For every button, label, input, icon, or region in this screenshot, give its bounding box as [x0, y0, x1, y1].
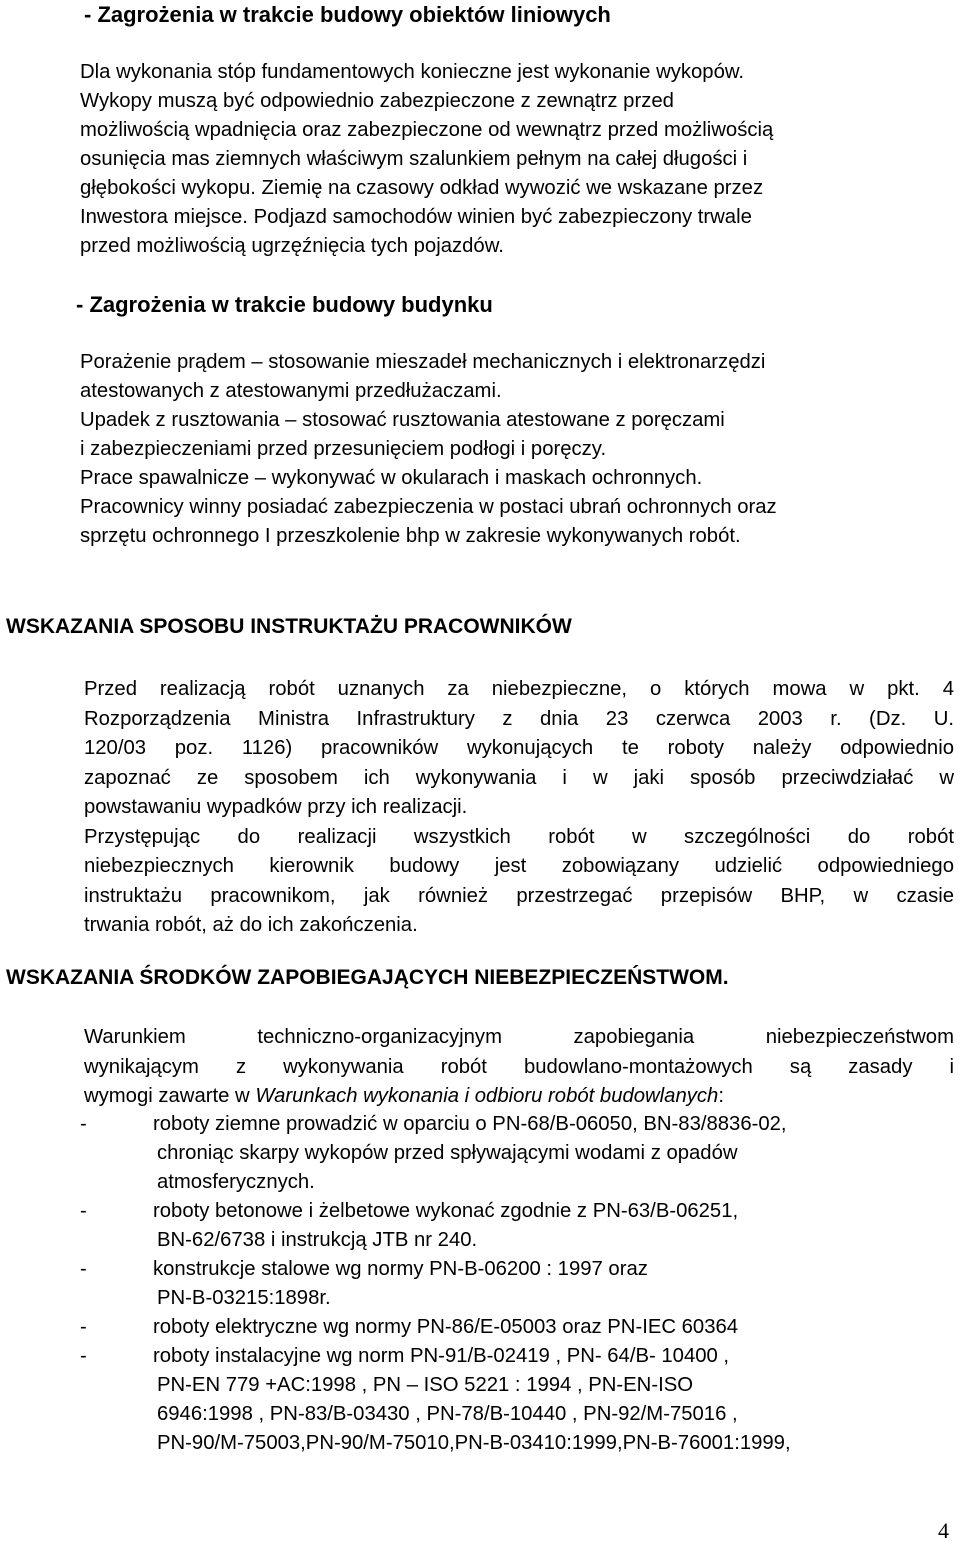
text-line: [84, 1082, 954, 1112]
list-bullet-dash: -: [80, 1316, 87, 1338]
text-line: niebezpiecznych kierownik budowy jest zobowiązany udzielić odpowiedniego: [84, 855, 954, 877]
text-line: 6946:1998 , PN-83/B-03430 , PN-78/B-10440 , PN-92/M-75016 ,: [157, 1403, 738, 1425]
text-line: Rozporządzenia Ministra Infrastruktury z dnia 23 czerwca 2003 r. (Dz. U.: [84, 707, 954, 730]
paragraph-building-hazards: [80, 348, 777, 551]
heading-hazard-prevention: WSKAZANIA ŚRODKÓW ZAPOBIEGAJĄCYCH NIEBEZPIECZEŃSTWOM.: [6, 966, 729, 989]
text-line: powstawaniu wypadków przy ich realizacji.: [84, 796, 468, 818]
italic-document-title: Warunkach wykonania i odbioru robót budowlanych: [255, 1085, 719, 1107]
text-line: Porażenie prądem – stosowanie mieszadeł mechanicznych i elektronarzędzi: [80, 351, 766, 373]
text-line: roboty elektryczne wg normy PN-86/E-05003 oraz PN-IEC 60364: [153, 1316, 739, 1338]
text-line: 120/03 poz. 1126) pracowników wykonujących te roboty należy odpowiednio: [84, 737, 954, 759]
text-line: osunięcia mas ziemnych właściwym szalunkiem pełnym na całej długości i: [80, 148, 748, 170]
text-line: Przystępując do realizacji wszystkich robót w szczególności do robót: [84, 825, 954, 848]
text-line: Pracownicy winny posiadać zabezpieczenia w postaci ubrań ochronnych oraz: [80, 496, 777, 518]
text-line: PN-EN 779 +AC:1998 , PN – ISO 5221 : 1994 , PN-EN-ISO: [157, 1374, 694, 1396]
text-line: Inwestora miejsce. Podjazd samochodów winien być zabezpieczony trwale: [80, 206, 752, 228]
heading-linear-construction-hazards: - Zagrożenia w trakcie budowy obiektów liniowych: [84, 2, 611, 27]
text-line: BN-62/6738 i instrukcją JTB nr 240.: [157, 1229, 478, 1251]
text-line: Upadek z rusztowania – stosować rusztowania atestowane z poręczami: [80, 409, 725, 431]
text-line: sprzętu ochronnego I przeszkolenie bhp w zakresie wykonywanych robót.: [80, 525, 741, 547]
text-segment: wymogi zawarte w: [84, 1085, 256, 1107]
list-item-installation-works: [153, 1342, 791, 1458]
text-line: możliwością wpadnięcia oraz zabezpieczone od wewnątrz przed możliwością: [80, 119, 774, 141]
text-line: Wykopy muszą być odpowiednio zabezpieczone z zewnątrz przed: [80, 90, 674, 112]
text-line: atmosferycznych.: [157, 1171, 315, 1193]
paragraph-linear-hazards: [80, 58, 773, 261]
text-line: instruktażu pracownikom, jak również przestrzegać przepisów BHP, w czasie: [84, 884, 954, 907]
text-line: atestowanych z atestowanymi przedłużaczami.: [80, 380, 502, 402]
text-line: PN-B-03215:1898r.: [157, 1287, 331, 1309]
list-bullet-dash: -: [80, 1258, 87, 1280]
text-line: roboty betonowe i żelbetowe wykonać zgodnie z PN-63/B-06251,: [153, 1200, 739, 1222]
page-number: 4: [938, 1518, 949, 1543]
text-line: i zabezpieczeniami przed przesunięciem podłogi i poręczy.: [80, 438, 607, 460]
list-item-earthworks: [153, 1110, 787, 1197]
text-line: przed możliwością ugrzęźnięcia tych pojazdów.: [80, 235, 504, 257]
text-line: głębokości wykopu. Ziemię na czasowy odkład wywozić we wskazane przez: [80, 177, 764, 199]
text-line: konstrukcje stalowe wg normy PN-B-06200 : 1997 oraz: [153, 1258, 648, 1280]
text-line: chroniąc skarpy wykopów przed spływającymi wodami z opadów: [157, 1142, 738, 1164]
list-item-electrical-works: [153, 1313, 738, 1342]
text-line: PN-90/M-75003,PN-90/M-75010,PN-B-03410:1999,PN-B-76001:1999,: [157, 1432, 791, 1454]
text-line: Warunkiem techniczno-organizacyjnym zapobiegania niebezpieczeństwom: [84, 1026, 954, 1048]
list-item-steel-structures: [153, 1255, 648, 1313]
list-bullet-dash: -: [80, 1345, 87, 1367]
text-line: roboty ziemne prowadzić w oparciu o PN-68/B-06050, BN-83/8836-02,: [153, 1113, 787, 1135]
list-item-concrete-works: [153, 1197, 738, 1255]
text-line: roboty instalacyjne wg norm PN-91/B-02419 , PN- 64/B- 10400 ,: [153, 1345, 730, 1367]
list-bullet-dash: -: [80, 1200, 87, 1222]
heading-worker-instruction: WSKAZANIA SPOSOBU INSTRUKTAŻU PRACOWNIKÓW: [6, 615, 572, 638]
paragraph-hazard-prevention-intro: [84, 1023, 954, 1112]
text-line: Prace spawalnicze – wykonywać w okularach i maskach ochronnych.: [80, 467, 703, 489]
list-bullet-dash: -: [80, 1113, 87, 1135]
text-line: wynikającym z wykonywania robót budowlano-montażowych są zasady i: [84, 1055, 954, 1078]
text-line: Przed realizacją robót uznanych za niebezpieczne, o których mowa w pkt. 4: [84, 678, 954, 700]
text-segment: :: [718, 1085, 724, 1107]
paragraph-worker-instruction: [84, 675, 954, 941]
text-line: trwania robót, aż do ich zakończenia.: [84, 914, 418, 936]
heading-building-construction-hazards: - Zagrożenia w trakcie budowy budynku: [76, 292, 493, 317]
text-line: zapoznać ze sposobem ich wykonywania i w jaki sposób przeciwdziałać w: [84, 766, 954, 789]
text-line: Dla wykonania stóp fundamentowych konieczne jest wykonanie wykopów.: [80, 61, 745, 83]
